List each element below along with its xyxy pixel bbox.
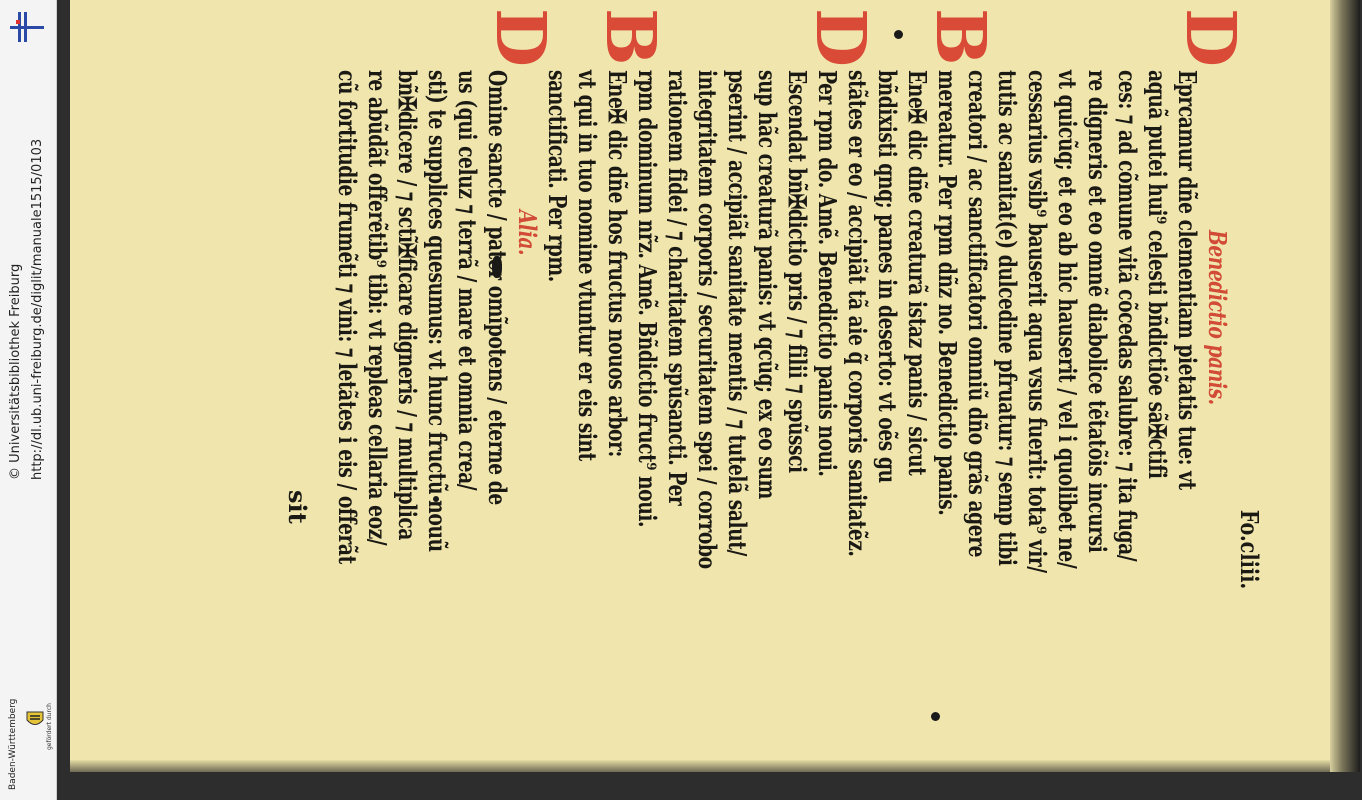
text-line: Escendat bñ✠dictio pris / ⁊ filii ⁊ spũssci — [783, 70, 812, 473]
text-block — [283, 8, 1264, 630]
red-initial: D — [480, 8, 560, 67]
text-line: Per rpm do. Amẽ. Benedictio panis noui. — [813, 70, 842, 477]
text-line: Eprcamur dñe clementiam pietatis tue: vt — [1173, 70, 1202, 490]
text-line: bñdixisti qnq; panes in deserto: vt oẽs gu — [873, 70, 902, 483]
text-line: bñ✠dicere / ⁊ sctĩ✠ficare digneris / ⁊ multiplica — [393, 70, 422, 540]
rotated-text — [283, 8, 1264, 630]
ink-dot — [931, 712, 940, 721]
text-line: rpm dominum nr̃z. Amẽ. Bñdictio fruct⁹ noui. — [633, 70, 662, 528]
text-line: us (qui celuz ⁊ terrã / mare et omnia crea/ — [453, 70, 482, 491]
red-initial: D — [800, 8, 880, 67]
text-line: rationem fidei / ⁊ charitatem spũsancti. Per — [663, 70, 692, 506]
text-line: sup hãc creaturã panis: vt qcũq; ex eo sum — [753, 70, 782, 499]
state-crest-icon — [24, 708, 46, 730]
text-line: re abũdãt offerẽtib⁹ tibi: vt repleas cellaria eoz/ — [363, 70, 392, 546]
text-line: re digneris et eo omnẽ diabolice tẽtatõis incursi — [1083, 70, 1112, 553]
text-line: cũ fortitudie frumẽti ⁊ vini: ⁊ letãtes i eis / offerãt — [333, 70, 362, 564]
text-line: tutis ac sanitat(e) dulcedine pfruatur: ⁊ semp tibi — [993, 70, 1022, 566]
text-line: sti) te supplices quesumus: vt hunc fructũ nouũ — [423, 70, 452, 552]
text-line: Omine sancte / pater omĩpotens / eterne de — [483, 70, 512, 505]
source-url[interactable]: http://dl.ub.uni-freiburg.de/diglit/manuale1515/0103 — [30, 138, 45, 480]
text-line: integritatem corporis / securitatem spei / corrobo — [693, 70, 722, 569]
folio-number: Fo.cliii. — [1235, 509, 1264, 590]
text-line: ces: ⁊ ad cõmune vitã cõcedas salubre: ⁊ ita fuga/ — [1113, 70, 1142, 562]
funding-note: gefördert durch — [46, 703, 53, 750]
text-line: mereatur. Per rpm dñz no. Benedictio panis. — [933, 70, 962, 516]
page-right-edge — [1330, 0, 1360, 772]
text-line: creatori / ac sanctificatori omniũ dño grãs agere — [963, 70, 992, 558]
funding-state: Baden-Württemberg — [8, 698, 18, 790]
text-line: vt qui in tuo nomine vtuntur er eis sint — [573, 70, 602, 461]
text-line: pserint / accipiãt sanitate mentis / ⁊ tutelã salut/ — [723, 70, 752, 556]
red-initial: B — [920, 8, 1000, 66]
catchword: sit — [283, 490, 312, 524]
text-line: stãtes er eo / accipiãt tã aie q̃ corporis sanitatẽz. — [843, 70, 872, 557]
sidebar-text — [2, 138, 45, 480]
page-bottom-edge — [70, 760, 1332, 772]
red-initial: D — [1170, 8, 1250, 67]
red-initial: B — [590, 8, 670, 66]
library-logo-icon — [6, 8, 46, 48]
text-line: cessarius vsib⁹ bauserit aqua vsus fuerit: tota⁹ vir/ — [1023, 70, 1052, 573]
text-line: Ene✠ dic dñe creaturã istaz panis / sicut — [903, 70, 932, 476]
text-line: Ene✠ dic dñe hos fructus nouos arbor: — [603, 70, 632, 457]
text-line: aquã putei hui⁹ celesti bñdictiõe sã✠ctifi — [1143, 70, 1172, 479]
text-line: sanctificati. Per rpm. — [543, 70, 572, 282]
rubric-heading: Benedictio panis. — [1203, 230, 1232, 405]
text-line: vt quicũq; et eo ab hic hauserit / vel i quolibet ne/ — [1053, 70, 1082, 569]
rubric-heading: Alia. — [513, 210, 542, 256]
copyright-note: © Universitätsbibliothek Freiburg — [8, 263, 23, 480]
library-sidebar — [0, 0, 57, 800]
